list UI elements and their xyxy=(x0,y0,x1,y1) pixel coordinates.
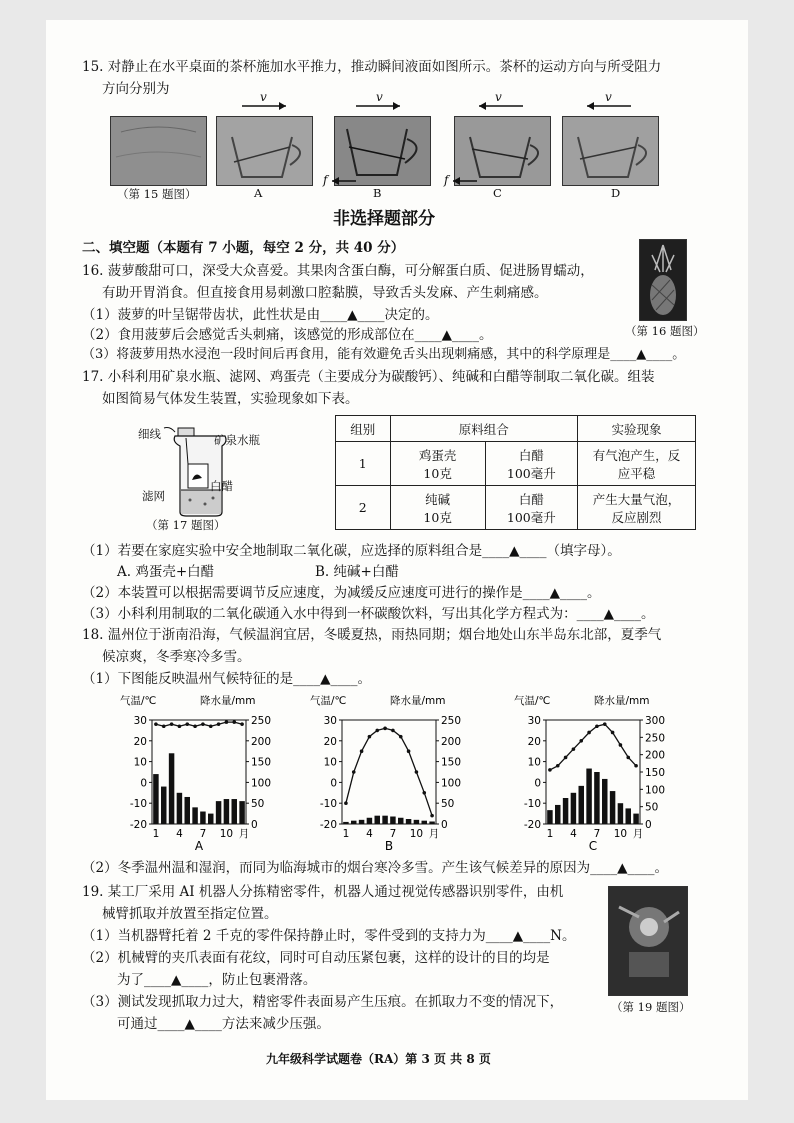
row2-mat1-qty: 10克 xyxy=(423,509,452,525)
part2-header: 二、填空题（本题有 7 小题，每空 2 分，共 40 分） xyxy=(82,240,405,256)
q16-sub1: （1）菠萝的叶呈锯带齿状，此性状是由____▲____决定的。 xyxy=(82,307,439,323)
temperature-point xyxy=(579,739,583,743)
temperature-point xyxy=(603,722,607,726)
precipitation-bar xyxy=(626,808,631,824)
climate-chart-a xyxy=(116,690,276,850)
temperature-point xyxy=(572,747,576,751)
temperature-point xyxy=(375,729,379,733)
q18-sub1: （1）下图能反映温州气候特征的是____▲____。 xyxy=(82,671,371,687)
temperature-point xyxy=(548,768,552,772)
temp-tick-label: 10 xyxy=(133,756,147,769)
rain-tick-label: 0 xyxy=(645,819,652,831)
precipitation-bar xyxy=(232,799,237,824)
rain-tick-label: 50 xyxy=(645,801,659,814)
y-axis-left-title: 气温/℃ xyxy=(310,695,347,707)
header-materials: 原料组合 xyxy=(390,416,577,442)
precipitation-bar xyxy=(382,816,387,824)
row1-group: 1 xyxy=(336,442,391,486)
chart-letter: C xyxy=(588,839,598,850)
q19-sub1: （1）当机器臂托着 2 千克的零件保持静止时，零件受到的支持力为____▲____N。 xyxy=(82,928,576,944)
y-axis-right-title: 降水量/mm xyxy=(200,695,256,707)
header-group: 组别 xyxy=(336,416,391,442)
q16-sub2: （2）食用菠萝后会感觉舌头刺痛，该感觉的形成部位在____▲____。 xyxy=(82,327,493,343)
row1-obs-line2: 应平稳 xyxy=(617,465,656,481)
precipitation-bar xyxy=(563,798,568,824)
precipitation-bar xyxy=(208,814,213,824)
temperature-point xyxy=(407,749,411,753)
q16-stem-line1: 16. 菠萝酸甜可口，深受大众喜爱。其果肉含蛋白酶，可分解蛋白质、促进肠胃蠕动， xyxy=(82,263,594,279)
precipitation-bar xyxy=(161,787,166,824)
q15-stem-line2: 方向分别为 xyxy=(102,81,170,97)
temperature-point xyxy=(240,722,244,726)
cup-at-rest-photo xyxy=(110,116,207,186)
q17-option-a: A. 鸡蛋壳+白醋 xyxy=(117,564,215,580)
q16-stem-line2: 有助开胃消食。但直接食用易刺激口腔黏膜，导致舌头发麻、产生刺痛感。 xyxy=(102,285,548,301)
rain-tick-label: 50 xyxy=(441,798,455,811)
rain-tick-label: 200 xyxy=(251,735,272,748)
precipitation-bar xyxy=(375,816,380,824)
rain-tick-label: 250 xyxy=(645,732,666,745)
row2-mat1-name: 纯碱 xyxy=(425,491,451,507)
q17-sub3: （3）小科利用制取的二氧化碳通入水中得到一杯碳酸饮料，写出其化学方程式为：____▲____。 xyxy=(82,606,655,622)
temp-tick-label: -20 xyxy=(319,819,337,831)
precipitation-bar xyxy=(367,818,372,824)
temp-tick-label: 30 xyxy=(133,715,147,727)
q19-fig-caption: （第 19 题图） xyxy=(611,1000,691,1014)
temperature-point xyxy=(634,764,638,768)
temp-tick-label: -20 xyxy=(129,819,147,831)
q19-sub2-line2: 为了____▲____，防止包裹滑落。 xyxy=(117,972,317,988)
month-tick-label: 月 xyxy=(428,828,440,840)
rain-tick-label: 100 xyxy=(441,777,462,790)
q18-sub2: （2）冬季温州温和湿润，而同为临海城市的烟台寒冷多雪。产生该气候差异的原因为____▲____。 xyxy=(82,860,668,876)
temperature-point xyxy=(422,791,426,795)
label-filter: 滤网 xyxy=(142,489,165,503)
v-label-c: v xyxy=(495,90,502,104)
temperature-point xyxy=(217,722,221,726)
y-axis-left-title: 气温/℃ xyxy=(514,695,551,707)
rain-tick-label: 100 xyxy=(251,777,272,790)
precipitation-bar xyxy=(224,799,229,824)
label-bottle: 矿泉水瓶 xyxy=(214,433,260,447)
q15-stem-line1: 15. 对静止在水平桌面的茶杯施加水平推力，推动瞬间液面如图所示。茶杯的运动方向与所受阻力 xyxy=(82,59,662,75)
precipitation-bar xyxy=(390,817,395,824)
temp-tick-label: 0 xyxy=(330,777,337,790)
f-label-c: f xyxy=(444,173,449,187)
chart-letter: A xyxy=(194,839,204,850)
rain-tick-label: 0 xyxy=(441,819,448,831)
temperature-line xyxy=(550,724,636,770)
rain-tick-label: 150 xyxy=(441,756,462,769)
temperature-point xyxy=(611,731,615,735)
temperature-point xyxy=(185,722,189,726)
temp-tick-label: 20 xyxy=(133,735,147,748)
month-tick-label: 10 xyxy=(219,828,234,840)
row1-obs-line1: 有气泡产生，反 xyxy=(592,447,681,463)
v-label-b: v xyxy=(376,90,383,104)
precipitation-bar xyxy=(177,793,182,824)
q19-sub2-line1: （2）机械臂的夹爪表面有花纹，同时可自动压紧包裹，这样的设计的目的均是 xyxy=(82,950,550,966)
option-a-label: A xyxy=(254,186,263,200)
precipitation-bar xyxy=(192,807,197,824)
temperature-point xyxy=(556,764,560,768)
friction-arrow-c xyxy=(449,173,479,187)
f-label-b: f xyxy=(323,173,328,187)
precipitation-bar xyxy=(239,801,244,824)
month-tick-label: 月 xyxy=(632,828,644,840)
month-tick-label: 月 xyxy=(238,828,250,840)
month-tick-label: 1 xyxy=(152,828,160,840)
option-b-label: B xyxy=(373,186,382,200)
month-tick-label: 10 xyxy=(613,828,628,840)
q17-option-b: B. 纯碱+白醋 xyxy=(315,564,399,580)
precipitation-bar xyxy=(571,793,576,824)
month-tick-label: 7 xyxy=(593,828,601,840)
month-tick-label: 1 xyxy=(546,828,554,840)
temp-tick-label: 30 xyxy=(323,715,337,727)
precipitation-bar xyxy=(406,819,411,824)
precipitation-bar xyxy=(602,779,607,824)
temperature-point xyxy=(193,724,197,728)
pineapple-photo xyxy=(639,239,687,321)
option-c-label: C xyxy=(493,186,502,200)
temp-tick-label: 20 xyxy=(323,735,337,748)
experiment-table xyxy=(335,415,696,530)
precipitation-bar xyxy=(216,801,221,824)
q16-sub3: （3）将菠萝用热水浸泡一段时间后再食用，能有效避免舌头出现刺痛感，其中的科学原理是____▲____。 xyxy=(82,347,686,362)
temp-tick-label: 10 xyxy=(323,756,337,769)
climate-chart-b xyxy=(306,690,466,850)
robot-arm-photo xyxy=(608,886,688,996)
q16-fig-caption: （第 16 题图） xyxy=(625,324,705,338)
q18-stem-line1: 18. 温州位于浙南沿海，气候温润宜居，冬暖夏热，雨热同期；烟台地处山东半岛东北部，夏季气 xyxy=(82,627,662,643)
cup-photo-d xyxy=(562,116,659,186)
temperature-point xyxy=(415,770,419,774)
precipitation-bar xyxy=(185,797,190,824)
option-d-label: D xyxy=(611,186,621,200)
temperature-point xyxy=(170,722,174,726)
rain-tick-label: 150 xyxy=(645,767,666,779)
q17-stem-line2: 如图简易气体发生装置，实验现象如下表。 xyxy=(102,391,359,407)
temperature-point xyxy=(178,724,182,728)
temperature-point xyxy=(225,720,229,724)
row1-mat2-name: 白醋 xyxy=(518,447,544,463)
row1-mat2-qty: 100毫升 xyxy=(506,465,556,481)
precipitation-bar xyxy=(422,821,427,824)
temp-tick-label: 20 xyxy=(527,735,541,748)
temperature-point xyxy=(344,801,348,805)
v-label-d: v xyxy=(605,90,612,104)
temperature-point xyxy=(626,756,630,760)
rain-tick-label: 100 xyxy=(645,784,666,797)
cup-photo-a xyxy=(216,116,313,186)
row2-obs-line1: 产生大量气泡， xyxy=(592,491,681,507)
q19-sub3-line2: 可通过____▲____方法来减少压强。 xyxy=(117,1016,330,1032)
temperature-point xyxy=(391,729,395,733)
precipitation-bar xyxy=(618,803,623,824)
temperature-point xyxy=(587,731,591,735)
header-observation: 实验现象 xyxy=(577,416,695,442)
q17-sub1: （1）若要在家庭实验中安全地制取二氧化碳，应选择的原料组合是____▲____（填字母）。 xyxy=(82,543,621,559)
temperature-point xyxy=(201,722,205,726)
precipitation-bar xyxy=(429,822,434,824)
precipitation-bar xyxy=(200,812,205,824)
q18-stem-line2: 候凉爽，冬季寒冷多雪。 xyxy=(102,649,251,665)
chart-letter: B xyxy=(384,839,394,850)
label-string: 细线 xyxy=(138,427,161,441)
rain-tick-label: 200 xyxy=(645,749,666,762)
temperature-point xyxy=(430,814,434,818)
y-axis-right-title: 降水量/mm xyxy=(594,695,650,707)
rain-tick-label: 300 xyxy=(645,715,666,727)
y-axis-right-title: 降水量/mm xyxy=(390,695,446,707)
temp-tick-label: 10 xyxy=(527,756,541,769)
month-tick-label: 1 xyxy=(342,828,350,840)
precipitation-bar xyxy=(579,786,584,824)
temp-tick-label: -10 xyxy=(523,798,541,811)
rain-tick-label: 0 xyxy=(251,819,258,831)
rain-tick-label: 150 xyxy=(251,756,272,769)
climate-chart-c xyxy=(510,690,670,850)
temperature-point xyxy=(564,756,568,760)
row2-mat2-name: 白醋 xyxy=(518,491,544,507)
q17-stem-line1: 17. 小科利用矿泉水瓶、滤网、鸡蛋壳（主要成分为碳酸钙）、纯碱和白醋等制取二氧化碳。组装 xyxy=(82,369,655,385)
y-axis-left-title: 气温/℃ xyxy=(120,695,157,707)
precipitation-bar xyxy=(343,822,348,824)
temp-tick-label: -10 xyxy=(319,798,337,811)
month-tick-label: 4 xyxy=(570,828,577,840)
row2-group: 2 xyxy=(336,486,391,530)
temp-tick-label: 0 xyxy=(534,777,541,790)
temperature-point xyxy=(162,724,166,728)
v-label-a: v xyxy=(260,90,267,104)
temperature-point xyxy=(368,735,372,739)
row1-mat1-name: 鸡蛋壳 xyxy=(418,447,457,463)
rain-tick-label: 250 xyxy=(441,715,462,727)
q19-stem-line1: 19. 某工厂采用 AI 机器人分拣精密零件，机器人通过视觉传感器识别零件，由机 xyxy=(82,884,564,900)
temperature-point xyxy=(619,743,623,747)
temperature-point xyxy=(383,727,387,731)
month-tick-label: 10 xyxy=(409,828,424,840)
row2-obs-line2: 反应剧烈 xyxy=(611,509,662,525)
precipitation-bar xyxy=(555,805,560,824)
temperature-point xyxy=(154,722,158,726)
temperature-point xyxy=(352,770,356,774)
precipitation-bar xyxy=(586,769,591,824)
precipitation-bar xyxy=(414,820,419,824)
q19-sub3-line1: （3）测试发现抓取力过大，精密零件表面易产生压痕。在抓取力不变的情况下， xyxy=(82,994,564,1010)
rain-tick-label: 200 xyxy=(441,735,462,748)
temperature-point xyxy=(232,720,236,724)
q17-sub2: （2）本装置可以根据需要调节反应速度，为减缓反应速度可进行的操作是____▲____。 xyxy=(82,585,601,601)
q17-fig-caption: （第 17 题图） xyxy=(146,518,226,532)
temperature-point xyxy=(360,749,364,753)
temperature-point xyxy=(399,735,403,739)
rain-tick-label: 50 xyxy=(251,798,265,811)
temperature-point xyxy=(209,724,213,728)
temp-tick-label: -10 xyxy=(129,798,147,811)
friction-arrow-b xyxy=(328,173,358,187)
section-title: 非选择题部分 xyxy=(333,209,435,229)
precipitation-bar xyxy=(169,753,174,824)
temp-tick-label: 0 xyxy=(140,777,147,790)
label-vinegar: 白醋 xyxy=(210,479,233,493)
rain-tick-label: 250 xyxy=(251,715,272,727)
precipitation-bar xyxy=(633,814,638,824)
precipitation-bar xyxy=(547,810,552,824)
precipitation-bar xyxy=(153,774,158,824)
temperature-point xyxy=(595,724,599,728)
temperature-line xyxy=(156,722,242,726)
precipitation-bar xyxy=(359,820,364,824)
month-tick-label: 4 xyxy=(366,828,373,840)
plot-frame xyxy=(342,720,436,824)
temp-tick-label: -20 xyxy=(523,819,541,831)
month-tick-label: 7 xyxy=(199,828,207,840)
precipitation-bar xyxy=(398,818,403,824)
month-tick-label: 7 xyxy=(389,828,397,840)
row2-mat2-qty: 100毫升 xyxy=(506,509,556,525)
precipitation-bar xyxy=(594,772,599,824)
precipitation-bar xyxy=(610,791,615,824)
temp-tick-label: 30 xyxy=(527,715,541,727)
month-tick-label: 4 xyxy=(176,828,183,840)
temperature-line xyxy=(346,728,432,815)
q19-stem-line2: 械臂抓取并放置至指定位置。 xyxy=(102,906,278,922)
q15-fig-caption: （第 15 题图） xyxy=(117,187,197,201)
page-footer: 九年级科学试题卷（RA）第 3 页 共 8 页 xyxy=(266,1052,491,1066)
precipitation-bar xyxy=(351,821,356,824)
row1-mat1-qty: 10克 xyxy=(423,465,452,481)
